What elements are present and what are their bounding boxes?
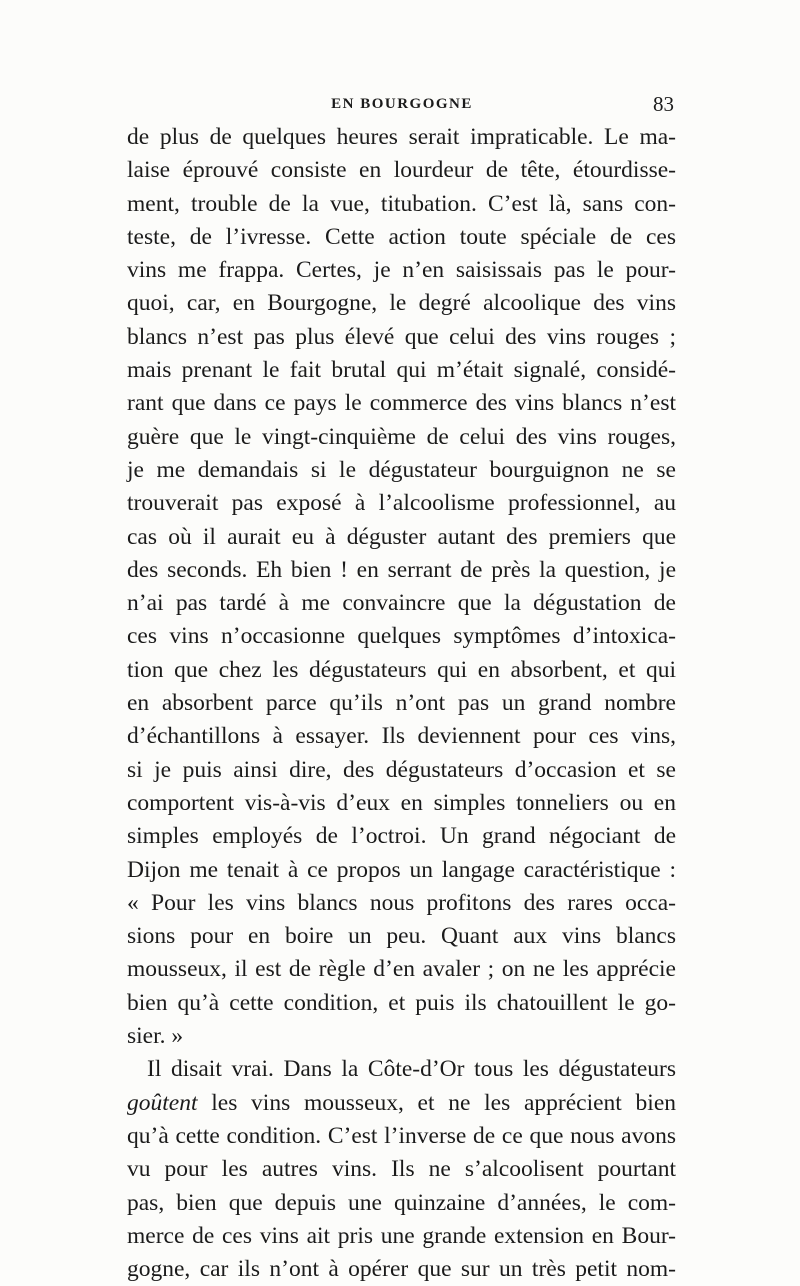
text-line: d’échantillons à essayer. Ils deviennent pour ces vins, (127, 723, 676, 750)
page-number: 83 (653, 92, 674, 116)
text-line: rant que dans ce pays le commerce des vins blancs n’est (127, 390, 676, 417)
text-line: laise éprouvé consiste en lourdeur de tête, étourdisse- (127, 157, 676, 184)
body-text (127, 121, 676, 1286)
text-line: mousseux, il est de règle d’en avaler ; on ne les apprécie (127, 956, 676, 983)
text-line: teste, de l’ivresse. Cette action toute spéciale de ces (127, 223, 676, 250)
text-line: sier. » (127, 1023, 184, 1050)
text-line: merce de ces vins ait pris une grande extension en Bour- (127, 1222, 676, 1249)
running-title: EN BOURGOGNE (331, 96, 473, 112)
text-line-with-italic (127, 1087, 676, 1120)
text-line: tion que chez les dégustateurs qui en absorbent, et qui (127, 656, 676, 683)
text-line: des seconds. Eh bien ! en serrant de près la question, je (127, 556, 676, 583)
text-line: sions pour en boire un peu. Quant aux vins blancs (127, 923, 676, 950)
text-line: comportent vis-à-vis d’eux en simples tonneliers ou en (127, 789, 676, 816)
text-line: de plus de quelques heures serait impraticable. Le ma- (127, 124, 676, 150)
text-line: pas, bien que depuis une quinzaine d’années, le com- (127, 1189, 676, 1216)
text-line: vu pour les autres vins. Ils ne s’alcoolisent pourtant (127, 1156, 676, 1183)
text-line: bien qu’à cette condition, et puis ils chatouillent le go- (127, 989, 676, 1016)
text-line: Dijon me tenait à ce propos un langage caractéristique : (127, 856, 676, 883)
text-line-rest: les vins mousseux, et ne les apprécient bien (211, 1089, 677, 1116)
text-line: ment, trouble de la vue, titubation. C’est là, sans con- (127, 190, 676, 217)
text-line: simples employés de l’octroi. Un grand négociant de (127, 823, 676, 850)
text-line: cas où il aurait eu à déguster autant des premiers que (127, 523, 676, 550)
running-head (128, 92, 676, 118)
text-line: ces vins n’occasionne quelques symptômes d’intoxica- (127, 623, 676, 650)
text-line: trouverait pas exposé à l’alcoolisme professionnel, au (127, 490, 676, 517)
text-line: qu’à cette condition. C’est l’inverse de ce que nous avons (127, 1122, 676, 1149)
text-line: vins me frappa. Certes, je n’en saisissais pas le pour- (127, 257, 676, 284)
text-line: blancs n’est pas plus élevé que celui des vins rouges ; (127, 323, 676, 350)
text-line: guère que le vingt-cinquième de celui des vins rouges, (127, 423, 676, 450)
text-line: si je puis ainsi dire, des dégustateurs d’occasion et se (127, 756, 676, 783)
text-line: « Pour les vins blancs nous profitons des rares occa- (127, 889, 676, 916)
text-line: gogne, car ils n’ont à opérer que sur un très petit nom- (127, 1256, 676, 1283)
text-line: Il disait vrai. Dans la Côte-d’Or tous les dégustateurs (147, 1056, 676, 1083)
text-line: en absorbent parce qu’ils n’ont pas un grand nombre (127, 690, 676, 717)
text-line: quoi, car, en Bourgogne, le degré alcoolique des vins (127, 290, 676, 317)
text-line: mais prenant le fait brutal qui m’était signalé, considé- (127, 357, 676, 384)
text-line: je me demandais si le dégustateur bourguignon ne se (127, 456, 676, 483)
text-line: n’ai pas tardé à me convaincre que la dégustation de (127, 590, 676, 617)
italic-word: goûtent (127, 1089, 198, 1116)
